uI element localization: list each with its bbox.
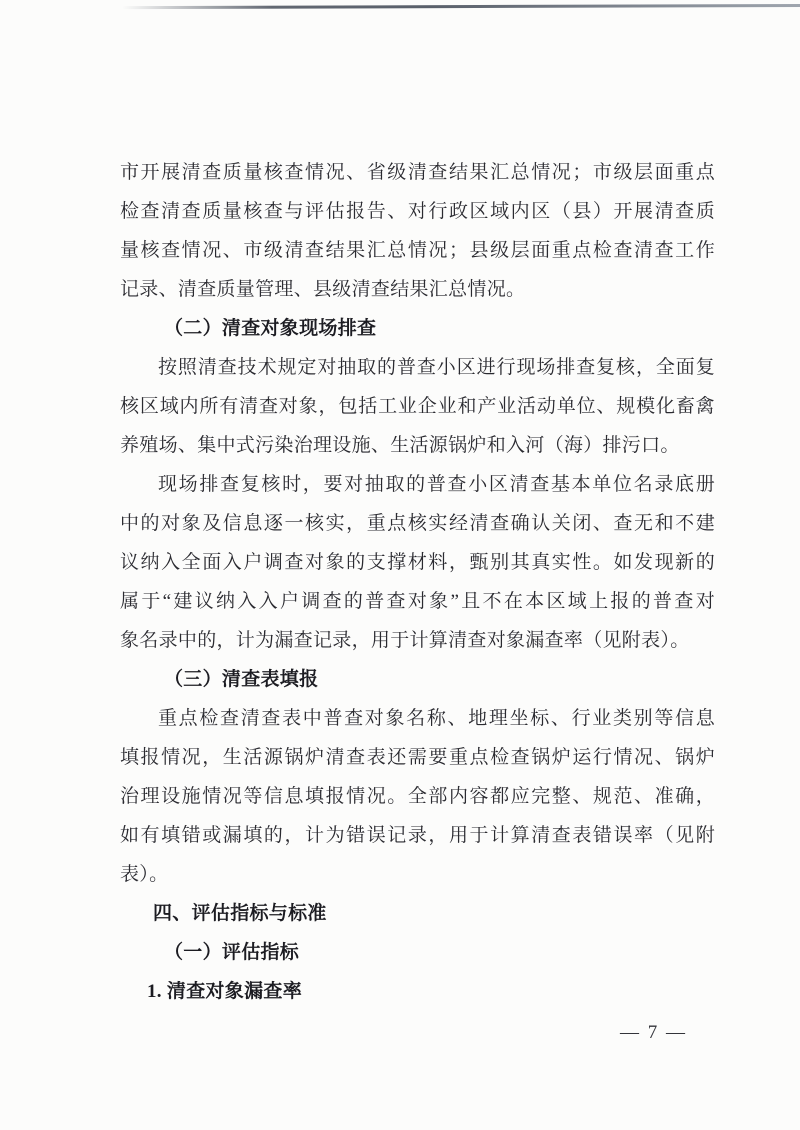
- paragraph-field-survey: [120, 348, 715, 465]
- text-line: 如有填错或漏填的，计为错误记录，用于计算清查表错误率（见附: [120, 825, 715, 846]
- paragraph-continuation: [120, 153, 715, 309]
- text-line: 重点检查清查表中普查对象名称、地理坐标、行业类别等信息: [158, 708, 715, 729]
- text-line: 检查清查质量核查与评估报告、对行政区域内区（县）开展清查质: [120, 201, 715, 222]
- paragraph-form-filling: [120, 699, 715, 894]
- text-line: 填报情况，生活源锅炉清查表还需要重点检查锅炉运行情况、锅炉: [120, 747, 715, 768]
- heading-section-2: （二）清查对象现场排查: [164, 318, 377, 339]
- scan-edge-artifact: [122, 4, 800, 9]
- heading-section-4-1: （一）评估指标: [164, 942, 300, 963]
- paragraph-onsite-recheck: [120, 465, 715, 660]
- text-line: 治理设施情况等信息填报情况。全部内容都应完整、规范、准确，: [120, 786, 715, 807]
- heading-item-1: 1. 清查对象漏查率: [147, 981, 303, 1002]
- text-line: 议纳入全面入户调查对象的支撑材料，甄别其真实性。如发现新的: [120, 552, 715, 573]
- text-line: 量核查情况、市级清查结果汇总情况；县级层面重点检查清查工作: [120, 240, 715, 261]
- text-line: 现场排查复核时，要对抽取的普查小区清查基本单位名录底册: [158, 474, 715, 495]
- text-line: 按照清查技术规定对抽取的普查小区进行现场排查复核，全面复: [158, 357, 715, 378]
- text-line: 核区域内所有清查对象，包括工业企业和产业活动单位、规模化畜禽: [120, 396, 715, 417]
- text-line: 中的对象及信息逐一核实，重点核实经清查确认关闭、查无和不建: [120, 513, 715, 534]
- text-line: 记录、清查质量管理、县级清查结果汇总情况。: [120, 279, 526, 300]
- heading-section-3: （三）清查表填报: [164, 669, 319, 690]
- text-line: 表）。: [120, 864, 169, 885]
- document-body: [120, 153, 715, 1011]
- text-line: 象名录中的，计为漏查记录，用于计算清查对象漏查率（见附表）。: [120, 630, 690, 651]
- text-line: 养殖场、集中式污染治理设施、生活源锅炉和入河（海）排污口。: [120, 435, 680, 456]
- text-line: 属于“建议纳入入户调查的普查对象”且不在本区域上报的普查对: [120, 591, 715, 612]
- text-line: 市开展清查质量核查情况、省级清查结果汇总情况；市级层面重点: [120, 162, 715, 183]
- heading-section-4: 四、评估指标与标准: [153, 903, 327, 924]
- page-number: — 7 —: [620, 1022, 687, 1043]
